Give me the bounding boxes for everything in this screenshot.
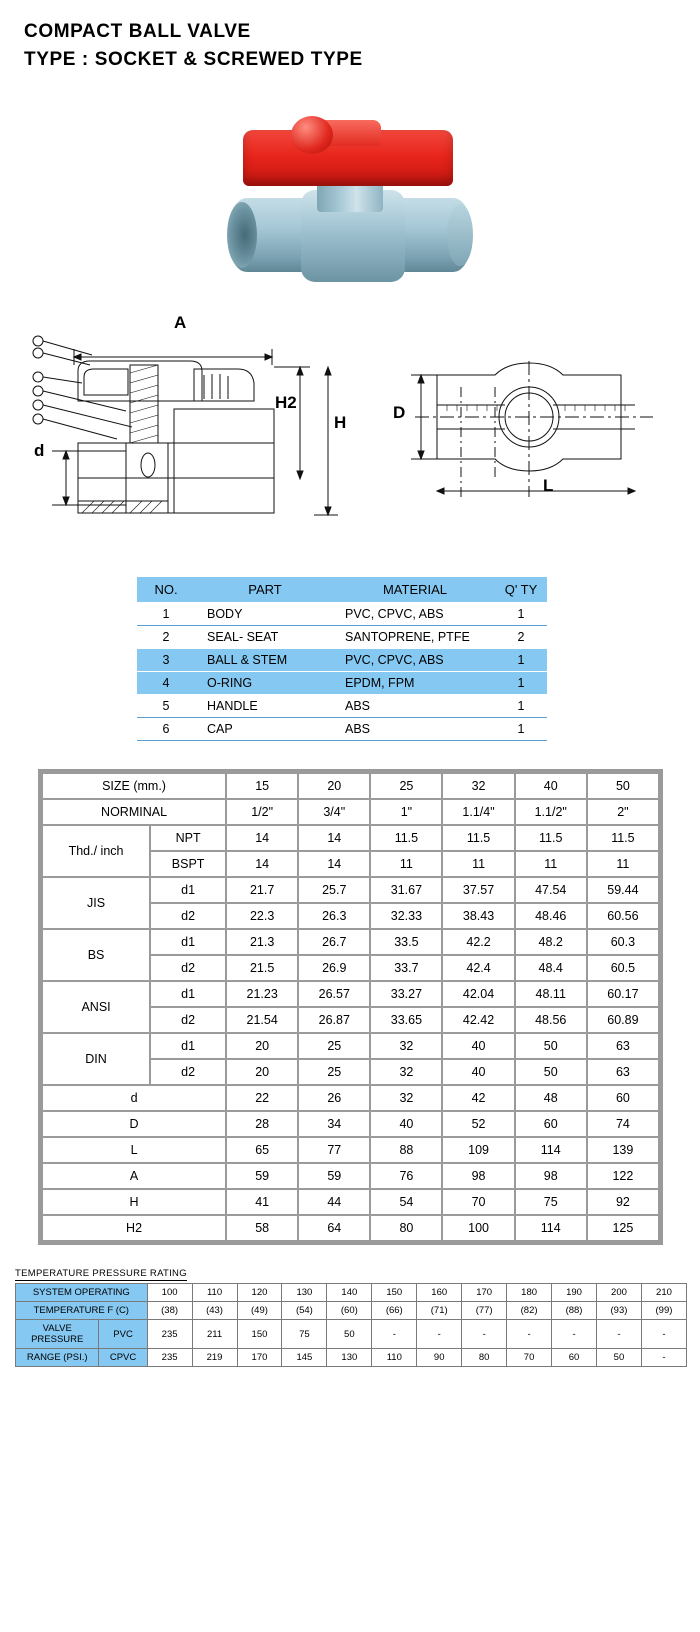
dimension-cell: 42.2 (443, 930, 513, 954)
temp-label-valve-pressure: VALVE PRESSURE (16, 1320, 99, 1349)
dimension-group-label: JIS (43, 878, 149, 928)
dimension-cell: 26.3 (299, 904, 369, 928)
title-line-type: TYPE : SOCKET & SCREWED TYPE (24, 49, 363, 70)
dimension-cell: 26.57 (299, 982, 369, 1006)
dimension-cell: 22.3 (227, 904, 297, 928)
table-row (137, 649, 547, 672)
table-row (16, 1284, 687, 1302)
dimension-sub-label: d2 (151, 956, 225, 980)
temp-cell-cpvc-psi: 235 (147, 1349, 192, 1367)
table-row (137, 626, 547, 649)
dimension-cell: 14 (299, 852, 369, 876)
temp-cell-pvc-psi: - (641, 1320, 686, 1349)
dimension-cell: 32.33 (371, 904, 441, 928)
temp-cell-c: (82) (507, 1302, 552, 1320)
parts-cell-no: 3 (137, 649, 195, 672)
dimension-cell: 25 (299, 1034, 369, 1058)
dimension-cell: 50 (516, 1060, 586, 1084)
temp-cell-pvc-psi: - (417, 1320, 462, 1349)
temp-cell-f: 110 (192, 1284, 237, 1302)
dimension-cell: 41 (227, 1190, 297, 1214)
temp-cell-c: (88) (552, 1302, 597, 1320)
dimension-cell: 122 (588, 1164, 658, 1188)
dimension-cell: 60.17 (588, 982, 658, 1006)
temp-cell-pvc-psi: 75 (282, 1320, 327, 1349)
dimension-group-label: ANSI (43, 982, 149, 1032)
dimension-cell: 109 (443, 1138, 513, 1162)
parts-cell-part: SEAL- SEAT (195, 626, 335, 649)
dimension-cell: 114 (516, 1138, 586, 1162)
dimension-cell: 64 (299, 1216, 369, 1240)
dimension-cell: 33.5 (371, 930, 441, 954)
dimension-cell: 21.5 (227, 956, 297, 980)
dimension-cell: 63 (588, 1034, 658, 1058)
dimension-size-inch: 1" (371, 800, 441, 824)
temp-cell-f: 120 (237, 1284, 282, 1302)
dimension-cell: 11.5 (371, 826, 441, 850)
parts-cell-material: ABS (335, 718, 495, 741)
temp-cell-c: (93) (597, 1302, 642, 1320)
dimension-cell: 42 (443, 1086, 513, 1110)
dimension-cell: 48.46 (516, 904, 586, 928)
temp-cell-f: 190 (552, 1284, 597, 1302)
dimension-cell: 21.3 (227, 930, 297, 954)
temp-label-system-operating: SYSTEM OPERATING (16, 1284, 148, 1302)
table-row (43, 1164, 658, 1188)
temp-cell-cpvc-psi: 80 (462, 1349, 507, 1367)
dimension-cell: 76 (371, 1164, 441, 1188)
parts-cell-qty: 1 (495, 718, 547, 741)
temp-cell-c: (66) (372, 1302, 417, 1320)
parts-header-no: NO. (137, 577, 195, 603)
parts-cell-material: ABS (335, 695, 495, 718)
dimension-cell: 98 (443, 1164, 513, 1188)
temp-cell-c: (77) (462, 1302, 507, 1320)
dimension-cell: 32 (371, 1086, 441, 1110)
dimension-cell: 60.5 (588, 956, 658, 980)
dimension-cell: 59 (299, 1164, 369, 1188)
dimension-row-label: d (43, 1086, 225, 1110)
cross-section-svg (22, 315, 352, 555)
dimension-size-mm: 15 (227, 774, 297, 798)
temperature-pressure-title: TEMPERATURE PRESSURE RATING (15, 1268, 187, 1279)
dimension-cell: 33.27 (371, 982, 441, 1006)
dimension-cell: 44 (299, 1190, 369, 1214)
temp-cell-f: 100 (147, 1284, 192, 1302)
valve-socket-right-shape (447, 204, 473, 266)
drawing-top-view (395, 347, 660, 507)
dimension-cell: 50 (516, 1034, 586, 1058)
temp-cell-pvc-psi: - (597, 1320, 642, 1349)
valve-handle-shape (243, 130, 453, 186)
dimension-cell: 100 (443, 1216, 513, 1240)
dimension-row-label: L (43, 1138, 225, 1162)
dimension-cell: 59.44 (588, 878, 658, 902)
temp-cell-c: (43) (192, 1302, 237, 1320)
dimension-cell: 48.56 (516, 1008, 586, 1032)
dimension-cell: 98 (516, 1164, 586, 1188)
temp-cell-pvc-psi: - (507, 1320, 552, 1349)
table-row (137, 695, 547, 718)
parts-header-qty: Q' TY (495, 577, 547, 603)
dimension-cell: 92 (588, 1190, 658, 1214)
dimension-sub-label: NPT (151, 826, 225, 850)
temp-cell-c: (49) (237, 1302, 282, 1320)
dimension-sub-label: d2 (151, 904, 225, 928)
dimension-cell: 80 (371, 1216, 441, 1240)
parts-cell-material: EPDM, FPM (335, 672, 495, 695)
temp-cell-cpvc-psi: 130 (327, 1349, 372, 1367)
dimension-cell: 21.54 (227, 1008, 297, 1032)
dim-label-d: d (34, 441, 45, 460)
dimension-cell: 48 (516, 1086, 586, 1110)
dimension-cell: 42.4 (443, 956, 513, 980)
parts-cell-no: 5 (137, 695, 195, 718)
temp-cell-pvc-psi: - (552, 1320, 597, 1349)
dimension-cell: 11.5 (443, 826, 513, 850)
temp-cell-cpvc-psi: 90 (417, 1349, 462, 1367)
dimension-cell: 11 (371, 852, 441, 876)
dimension-cell: 38.43 (443, 904, 513, 928)
temp-label-temperature: TEMPERATURE F (C) (16, 1302, 148, 1320)
dimension-cell: 20 (227, 1034, 297, 1058)
dimension-cell: 26.87 (299, 1008, 369, 1032)
temp-cell-f: 180 (507, 1284, 552, 1302)
dimension-row-label: H2 (43, 1216, 225, 1240)
temp-cell-c: (54) (282, 1302, 327, 1320)
dimension-cell: 60.56 (588, 904, 658, 928)
dimension-sub-label: d1 (151, 1034, 225, 1058)
dimension-row-label: D (43, 1112, 225, 1136)
dimension-table-container (38, 769, 663, 1245)
parts-cell-material: PVC, CPVC, ABS (335, 603, 495, 626)
dimension-cell: 11 (443, 852, 513, 876)
drawing-cross-section (22, 315, 352, 555)
temp-cell-f: 200 (597, 1284, 642, 1302)
parts-cell-part: CAP (195, 718, 335, 741)
dimension-cell: 63 (588, 1060, 658, 1084)
temp-label-pvc: PVC (99, 1320, 147, 1349)
dimension-label-size: SIZE (mm.) (43, 774, 225, 798)
temp-cell-f: 160 (417, 1284, 462, 1302)
temp-cell-pvc-psi: - (372, 1320, 417, 1349)
dimension-cell: 40 (443, 1060, 513, 1084)
table-row (43, 1034, 658, 1058)
dimension-cell: 31.67 (371, 878, 441, 902)
parts-table-header-row (137, 577, 547, 603)
dimension-cell: 48.4 (516, 956, 586, 980)
parts-cell-part: BODY (195, 603, 335, 626)
dimension-cell: 11 (516, 852, 586, 876)
temp-cell-f: 150 (372, 1284, 417, 1302)
temp-cell-pvc-psi: 235 (147, 1320, 192, 1349)
parts-table (137, 577, 547, 740)
parts-cell-part: O-RING (195, 672, 335, 695)
table-row (43, 826, 658, 850)
dimension-cell: 60 (588, 1086, 658, 1110)
parts-cell-no: 6 (137, 718, 195, 741)
dim-label-D: D (393, 403, 406, 422)
table-row (16, 1302, 687, 1320)
parts-cell-no: 2 (137, 626, 195, 649)
dimension-cell: 42.04 (443, 982, 513, 1006)
dimension-size-inch: 1/2" (227, 800, 297, 824)
dimension-cell: 37.57 (443, 878, 513, 902)
temp-label-cpvc: CPVC (99, 1349, 147, 1367)
temp-cell-pvc-psi: 50 (327, 1320, 372, 1349)
dimension-header-row-nominal (43, 800, 658, 824)
parts-cell-material: PVC, CPVC, ABS (335, 649, 495, 672)
dimension-cell: 75 (516, 1190, 586, 1214)
dimension-header-row-size (43, 774, 658, 798)
dimension-size-inch: 1.1/4" (443, 800, 513, 824)
dimension-size-mm: 50 (588, 774, 658, 798)
dimension-cell: 70 (443, 1190, 513, 1214)
dimension-cell: 74 (588, 1112, 658, 1136)
table-row (43, 930, 658, 954)
temp-cell-cpvc-psi: 219 (192, 1349, 237, 1367)
parts-cell-qty: 1 (495, 649, 547, 672)
dimension-cell: 77 (299, 1138, 369, 1162)
top-view-svg (395, 347, 660, 507)
table-row (137, 603, 547, 626)
dimension-cell: 114 (516, 1216, 586, 1240)
temp-cell-f: 130 (282, 1284, 327, 1302)
valve-socket-left-shape (227, 202, 257, 268)
temp-cell-cpvc-psi: - (641, 1349, 686, 1367)
dimension-cell: 40 (371, 1112, 441, 1136)
valve-handle-hub-shape (291, 116, 333, 154)
table-row (16, 1320, 687, 1349)
dimension-cell: 26 (299, 1086, 369, 1110)
dimension-cell: 65 (227, 1138, 297, 1162)
product-photo-container (0, 94, 700, 309)
dimension-size-inch: 1.1/2" (516, 800, 586, 824)
temperature-pressure-section (15, 1263, 687, 1367)
dimension-cell: 33.65 (371, 1008, 441, 1032)
dimension-cell: 32 (371, 1060, 441, 1084)
table-row (43, 878, 658, 902)
dimension-label-nominal: NORMINAL (43, 800, 225, 824)
dim-label-A: A (174, 313, 187, 332)
dimension-cell: 60 (516, 1112, 586, 1136)
temp-cell-c: (99) (641, 1302, 686, 1320)
temp-label-range: RANGE (PSI.) (16, 1349, 99, 1367)
dimension-size-mm: 20 (299, 774, 369, 798)
temp-cell-cpvc-psi: 60 (552, 1349, 597, 1367)
dim-label-L: L (543, 476, 554, 495)
dimension-cell: 125 (588, 1216, 658, 1240)
temp-cell-pvc-psi: 150 (237, 1320, 282, 1349)
dimension-cell: 25 (299, 1060, 369, 1084)
temp-cell-f: 170 (462, 1284, 507, 1302)
title-line-product: COMPACT BALL VALVE (24, 21, 251, 42)
parts-cell-material: SANTOPRENE, PTFE (335, 626, 495, 649)
parts-cell-no: 4 (137, 672, 195, 695)
dimension-cell: 28 (227, 1112, 297, 1136)
dimension-cell: 58 (227, 1216, 297, 1240)
dimension-size-inch: 2" (588, 800, 658, 824)
dim-label-H2: H2 (275, 393, 297, 412)
dimension-cell: 88 (371, 1138, 441, 1162)
dimension-row-label: A (43, 1164, 225, 1188)
dimension-cell: 14 (227, 852, 297, 876)
dimension-cell: 42.42 (443, 1008, 513, 1032)
temp-cell-pvc-psi: - (462, 1320, 507, 1349)
temp-cell-cpvc-psi: 145 (282, 1349, 327, 1367)
table-row (43, 1086, 658, 1110)
temp-cell-pvc-psi: 211 (192, 1320, 237, 1349)
dimension-cell: 22 (227, 1086, 297, 1110)
table-row (43, 1190, 658, 1214)
dimension-cell: 60.89 (588, 1008, 658, 1032)
temp-cell-c: (60) (327, 1302, 372, 1320)
table-row (43, 1112, 658, 1136)
parts-table-bottom-rule (137, 740, 547, 741)
table-row (43, 1138, 658, 1162)
dimension-row-label: H (43, 1190, 225, 1214)
dimension-size-inch: 3/4" (299, 800, 369, 824)
dimension-cell: 48.11 (516, 982, 586, 1006)
dimension-group-label: BS (43, 930, 149, 980)
dimension-cell: 11 (588, 852, 658, 876)
temp-cell-cpvc-psi: 50 (597, 1349, 642, 1367)
dimension-sub-label: BSPT (151, 852, 225, 876)
temp-cell-cpvc-psi: 170 (237, 1349, 282, 1367)
temperature-pressure-table (15, 1283, 687, 1367)
dimension-cell: 48.2 (516, 930, 586, 954)
table-row (16, 1349, 687, 1367)
table-row (137, 672, 547, 695)
dimension-cell: 33.7 (371, 956, 441, 980)
dimension-cell: 11.5 (588, 826, 658, 850)
dimension-cell: 14 (227, 826, 297, 850)
dimension-cell: 25.7 (299, 878, 369, 902)
dimension-cell: 20 (227, 1060, 297, 1084)
temp-cell-f: 140 (327, 1284, 372, 1302)
dimension-cell: 26.9 (299, 956, 369, 980)
dimension-cell: 11.5 (516, 826, 586, 850)
dim-label-H: H (334, 413, 347, 432)
parts-cell-qty: 2 (495, 626, 547, 649)
technical-drawings (0, 315, 700, 565)
parts-cell-qty: 1 (495, 603, 547, 626)
temp-cell-cpvc-psi: 110 (372, 1349, 417, 1367)
table-row (43, 982, 658, 1006)
parts-cell-part: HANDLE (195, 695, 335, 718)
dimension-cell: 14 (299, 826, 369, 850)
dimension-group-label: DIN (43, 1034, 149, 1084)
dimension-cell: 139 (588, 1138, 658, 1162)
temp-cell-c: (71) (417, 1302, 462, 1320)
parts-cell-qty: 1 (495, 672, 547, 695)
dimension-cell: 40 (443, 1034, 513, 1058)
dimension-sub-label: d2 (151, 1060, 225, 1084)
dimension-cell: 60.3 (588, 930, 658, 954)
parts-header-part: PART (195, 577, 335, 603)
temp-cell-f: 210 (641, 1284, 686, 1302)
dimension-size-mm: 32 (443, 774, 513, 798)
dimension-sub-label: d1 (151, 982, 225, 1006)
dimension-cell: 21.7 (227, 878, 297, 902)
dimension-cell: 59 (227, 1164, 297, 1188)
parts-cell-qty: 1 (495, 695, 547, 718)
dimension-cell: 32 (371, 1034, 441, 1058)
valve-product-image (205, 102, 495, 302)
dimension-sub-label: d2 (151, 1008, 225, 1032)
temp-cell-c: (38) (147, 1302, 192, 1320)
parts-cell-no: 1 (137, 603, 195, 626)
dimension-cell: 26.7 (299, 930, 369, 954)
parts-header-material: MATERIAL (335, 577, 495, 603)
dimension-cell: 54 (371, 1190, 441, 1214)
table-row (137, 718, 547, 741)
dimension-cell: 47.54 (516, 878, 586, 902)
temp-cell-cpvc-psi: 70 (507, 1349, 552, 1367)
parts-cell-part: BALL & STEM (195, 649, 335, 672)
page-title (0, 0, 700, 74)
parts-table-container (137, 577, 547, 741)
dimension-size-mm: 25 (371, 774, 441, 798)
dimension-sub-label: d1 (151, 930, 225, 954)
dimension-cell: 21.23 (227, 982, 297, 1006)
dimension-sub-label: d1 (151, 878, 225, 902)
dimension-group-label: Thd./ inch (43, 826, 149, 876)
dimension-table (41, 772, 660, 1242)
dimension-cell: 34 (299, 1112, 369, 1136)
dimension-size-mm: 40 (516, 774, 586, 798)
table-row (43, 1216, 658, 1240)
dimension-cell: 52 (443, 1112, 513, 1136)
